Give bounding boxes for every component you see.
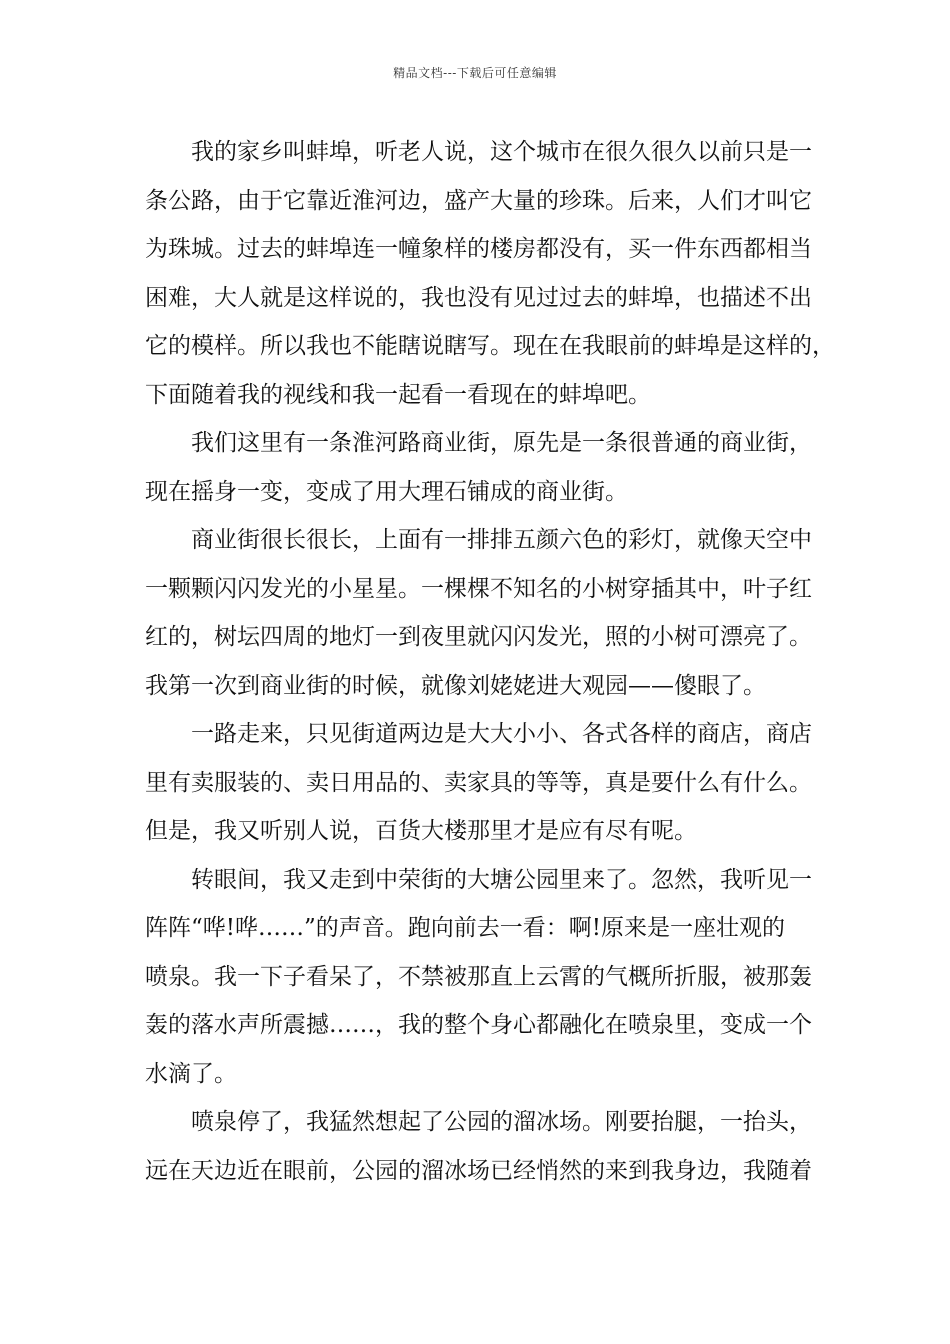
text-line: 我第一次到商业街的时候，就像刘姥姥进大观园——傻眼了。 — [145, 672, 766, 699]
text-line: 困难，大人就是这样说的，我也没有见过过去的蚌埠，也描述不出 — [145, 284, 812, 311]
paragraph — [145, 710, 815, 856]
text-line: 一颗颗闪闪发光的小星星。一棵棵不知名的小树穿插其中，叶子红 — [145, 575, 812, 602]
text-line: 为珠城。过去的蚌埠连一幢象样的楼房都没有，买一件东西都相当 — [145, 236, 812, 262]
text-line: 喷泉。我一下子看呆了，不禁被那直上云霄的气概所折服，被那轰 — [145, 963, 812, 990]
text-line: 一路走来，只见街道两边是大大小小、各式各样的商店，商店 — [191, 721, 812, 747]
text-line: 现在摇身一变，变成了用大理石铺成的商业街。 — [145, 478, 628, 505]
paragraph — [145, 1098, 815, 1195]
text-line: 我的家乡叫蚌埠，听老人说，这个城市在很久很久以前只是一 — [191, 139, 812, 165]
text-line: 它的模样。所以我也不能瞎说瞎写。现在在我眼前的蚌埠是这样的， — [145, 333, 835, 359]
text-line: 远在天边近在眼前，公园的溜冰场已经悄然的来到我身边，我随着 — [145, 1157, 812, 1184]
paragraph — [145, 128, 835, 419]
paragraph — [145, 419, 815, 516]
text-line: 条公路，由于它靠近淮河边，盛产大量的珍珠。后来，人们才叫它 — [145, 187, 812, 214]
text-line: 里有卖服装的、卖日用品的、卖家具的等等，真是要什么有什么。 — [145, 769, 812, 796]
text-line: 红的，树坛四周的地灯一到夜里就闪闪发光，照的小树可漂亮了。 — [145, 624, 812, 650]
text-line: 下面随着我的视线和我一起看一看现在的蚌埠吧。 — [145, 381, 651, 408]
paragraph — [145, 856, 815, 1099]
text-line: 轰的落水声所震撼……，我的整个身心都融化在喷泉里，变成一个 — [145, 1012, 812, 1038]
text-line: 但是，我又听别人说，百货大楼那里才是应有尽有呢。 — [145, 818, 697, 844]
text-line: 我们这里有一条淮河路商业街，原先是一条很普通的商业街， — [191, 430, 812, 456]
text-line: 商业街很长很长，上面有一排排五颜六色的彩灯，就像天空中 — [191, 527, 812, 553]
document-body — [145, 128, 835, 1195]
text-line: 阵阵“哗!哗……”的声音。跑向前去一看：啊!原来是一座壮观的 — [145, 915, 786, 941]
text-line: 喷泉停了，我猛然想起了公园的溜冰场。刚要抬腿，一抬头， — [191, 1109, 812, 1135]
paragraph — [145, 516, 815, 710]
text-line: 水滴了。 — [145, 1060, 237, 1087]
text-line: 转眼间，我又走到中荣街的大塘公园里来了。忽然，我听见一 — [191, 866, 812, 893]
page-header: 精品文档---下载后可任意编辑 — [393, 66, 557, 80]
